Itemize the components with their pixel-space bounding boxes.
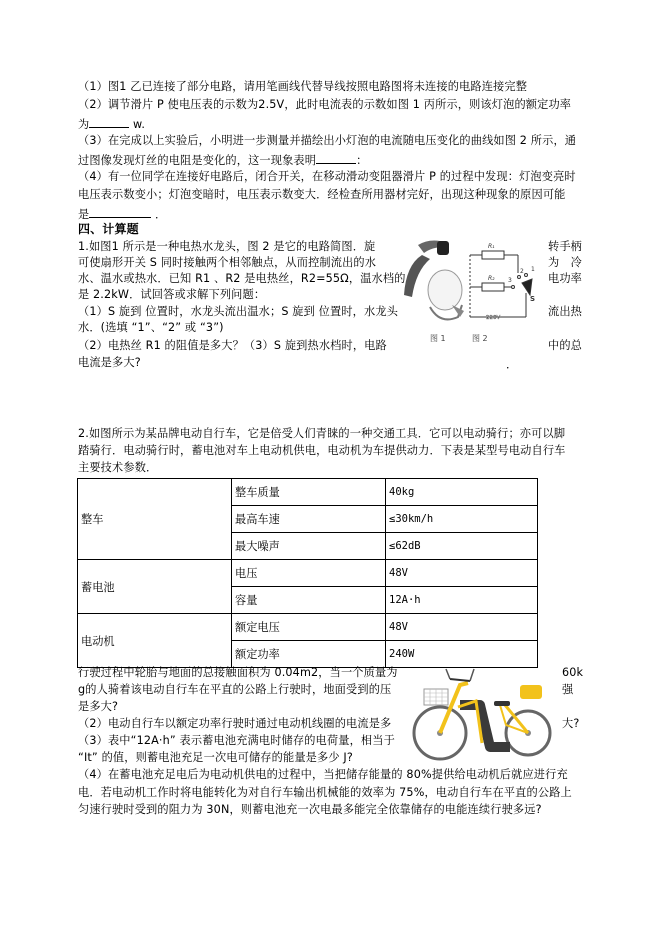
param-cell: 整车质量 xyxy=(232,479,386,506)
p1-right-fragment: 电功率 xyxy=(548,272,583,285)
p1-line: （2）电热丝 R1 的阻值是多大？（3）S 旋到热水档时，电路 xyxy=(78,339,387,352)
electric-bike-image xyxy=(410,665,555,765)
p2-right-fragment: 强 xyxy=(562,683,574,696)
question-3-1: （1）图1 乙已连接了部分电路，请用笔画线代替导线按照电路图将未连接的电路连接完整 xyxy=(78,80,528,93)
value-cell: 240W xyxy=(386,641,538,668)
spec-table xyxy=(77,478,538,668)
param-cell: 额定功率 xyxy=(232,641,386,668)
value-cell: 12A·h xyxy=(386,587,538,614)
p2-line: g的人骑着该电动自行车在平直的公路上行驶时，地面受到的压 xyxy=(78,683,392,696)
question-3-4-line3 xyxy=(78,206,166,222)
table-row xyxy=(78,479,538,506)
p2-intro-line: 2.如图所示为某品牌电动自行车，它是倍受人们青睐的一种交通工具．它可以电动骑行；亦可以脚 xyxy=(78,427,566,440)
p2-q4-line: 电．若电动机工作时将电能转化为对自行车输出机械能的效率为 75%，电动自行车在平直的公路上 xyxy=(78,786,572,799)
r2-label: R₂ xyxy=(488,275,495,282)
p1-right-fragment: 为 冷 xyxy=(548,256,583,269)
param-cell: 容量 xyxy=(232,587,386,614)
figure-1-caption: 图 1 xyxy=(430,334,446,343)
group-cell: 电动机 xyxy=(78,614,232,668)
p2-q4-line: 匀速行驶时受到的阻力为 30N，则蓄电池充一次电最多能完全依靠储存的电能连续行驶多远? xyxy=(78,803,542,816)
param-cell: 电压 xyxy=(232,560,386,587)
p1-right-fragment: 中的总 xyxy=(548,339,583,352)
p2-q4-line: （4）在蓄电池充足电后为电动机供电的过程中，当把储存能量的 80%提供给电动机后就应进行充 xyxy=(78,768,568,781)
answer-blank-power[interactable] xyxy=(89,116,129,128)
p2-intro-line: 踏骑行．电动骑行时，蓄电池对车上电动机供电，电动机为车提供动力．下表是某型号电动自行车 xyxy=(78,444,566,457)
group-cell: 蓄电池 xyxy=(78,560,232,614)
question-3-2-line2 xyxy=(78,116,145,132)
question-3-4-line2: 电压表示数变小；灯泡变暗时，电压表示数变大．经检查所用器材完好，出现这种现象的原因可能 xyxy=(78,188,566,201)
p2-right-fragment: 60k xyxy=(562,666,584,679)
param-cell: 最大噪声 xyxy=(232,533,386,560)
p2-line: （2）电动自行车以额定功率行驶时通过电动机线圈的电流是多 xyxy=(78,717,392,730)
r1-label: R₁ xyxy=(488,243,495,250)
value-cell: 48V xyxy=(386,614,538,641)
question-3-2-line1: （2）调节滑片 P 使电压表的示数为2.5V，此时电流表的示数如图 1 丙所示，则该灯泡的额定功率 xyxy=(78,98,572,111)
p1-line: 水．(选填 “1”、“2” 或 “3”) xyxy=(78,321,224,334)
p2-line: （3）表中“12A·h” 表示蓄电池充满电时储存的电荷量，相当于 xyxy=(78,734,395,747)
p2-line: 是多大? xyxy=(78,700,119,713)
p1-line: （1）S 旋到 位置时，水龙头流出温水；S 旋到 位置时，水龙头 xyxy=(78,305,399,318)
suffix: ． xyxy=(151,208,167,221)
question-3-4-line1: （4）有一位同学在连接好电路后，闭合开关，在移动滑动变阻器滑片 P 的过程中发现：灯泡变亮时 xyxy=(78,170,576,183)
figure-2-caption: 图 2 xyxy=(472,334,488,343)
param-cell: 额定电压 xyxy=(232,614,386,641)
p2-line: 行驶过程中轮胎与地面的总接触面积为 0.04m2，当一个质量为 xyxy=(78,666,398,679)
question-3-3-line2 xyxy=(78,152,367,168)
answer-blank-reason[interactable] xyxy=(89,206,151,218)
answer-blank-phenomenon[interactable] xyxy=(316,152,356,164)
p1-line: 1.如图1 所示是一种电热水龙头，图 2 是它的电路简图．旋 xyxy=(78,240,376,253)
terminal-2-label: 2 xyxy=(520,268,524,275)
terminal-3-label: 3 xyxy=(508,277,512,284)
p1-line: 是 2.2kW．试回答或求解下列问题： xyxy=(78,288,266,301)
param-cell: 最高车速 xyxy=(232,506,386,533)
faucet-illustration xyxy=(404,241,464,320)
value-cell: ≤62dB xyxy=(386,533,538,560)
value-cell: ≤30km/h xyxy=(386,506,538,533)
switch-label: S xyxy=(530,295,536,303)
table-row xyxy=(78,614,538,641)
p1-right-fragment: 流出热 xyxy=(548,305,583,318)
group-cell: 整车 xyxy=(78,479,232,560)
p1-right-fragment: 转手柄 xyxy=(548,240,583,253)
p2-intro-line: 主要技术参数． xyxy=(78,461,158,474)
faucet-circuit-figure xyxy=(400,235,545,345)
suffix: ： xyxy=(356,154,368,167)
p1-line: 可使扇形开关 S 同时接触两个相邻触点，从而控制流出的水 xyxy=(78,256,377,269)
trailing-dot: ． xyxy=(506,358,518,371)
p2-right-fragment: 大? xyxy=(562,717,580,730)
prefix: 过图像发现灯丝的电阻是变化的，这一现象表明 xyxy=(78,154,317,167)
value-cell: 40kg xyxy=(386,479,538,506)
prefix: 为 xyxy=(78,118,90,131)
circuit-diagram xyxy=(470,251,532,317)
table-row xyxy=(78,560,538,587)
p1-line: 电流是多大? xyxy=(78,356,141,369)
value-cell: 48V xyxy=(386,560,538,587)
section-heading: 四、计算题 xyxy=(78,222,139,236)
p1-line: 水、温水或热水．已知 R1 、R2 是电热丝，R2=55Ω，温水档的 xyxy=(78,272,406,285)
terminal-1-label: 1 xyxy=(531,266,535,273)
suffix: w. xyxy=(129,118,146,131)
question-3-3-line1: （3）在完成以上实验后，小明进一步测量并描绘出小灯泡的电流随电压变化的曲线如图 2 所示，通 xyxy=(78,134,577,147)
p2-line: “It” 的值，则蓄电池充足一次电可储存的能量是多少 J? xyxy=(78,751,353,764)
prefix: 是 xyxy=(78,208,90,221)
source-label: 220V xyxy=(486,315,501,321)
